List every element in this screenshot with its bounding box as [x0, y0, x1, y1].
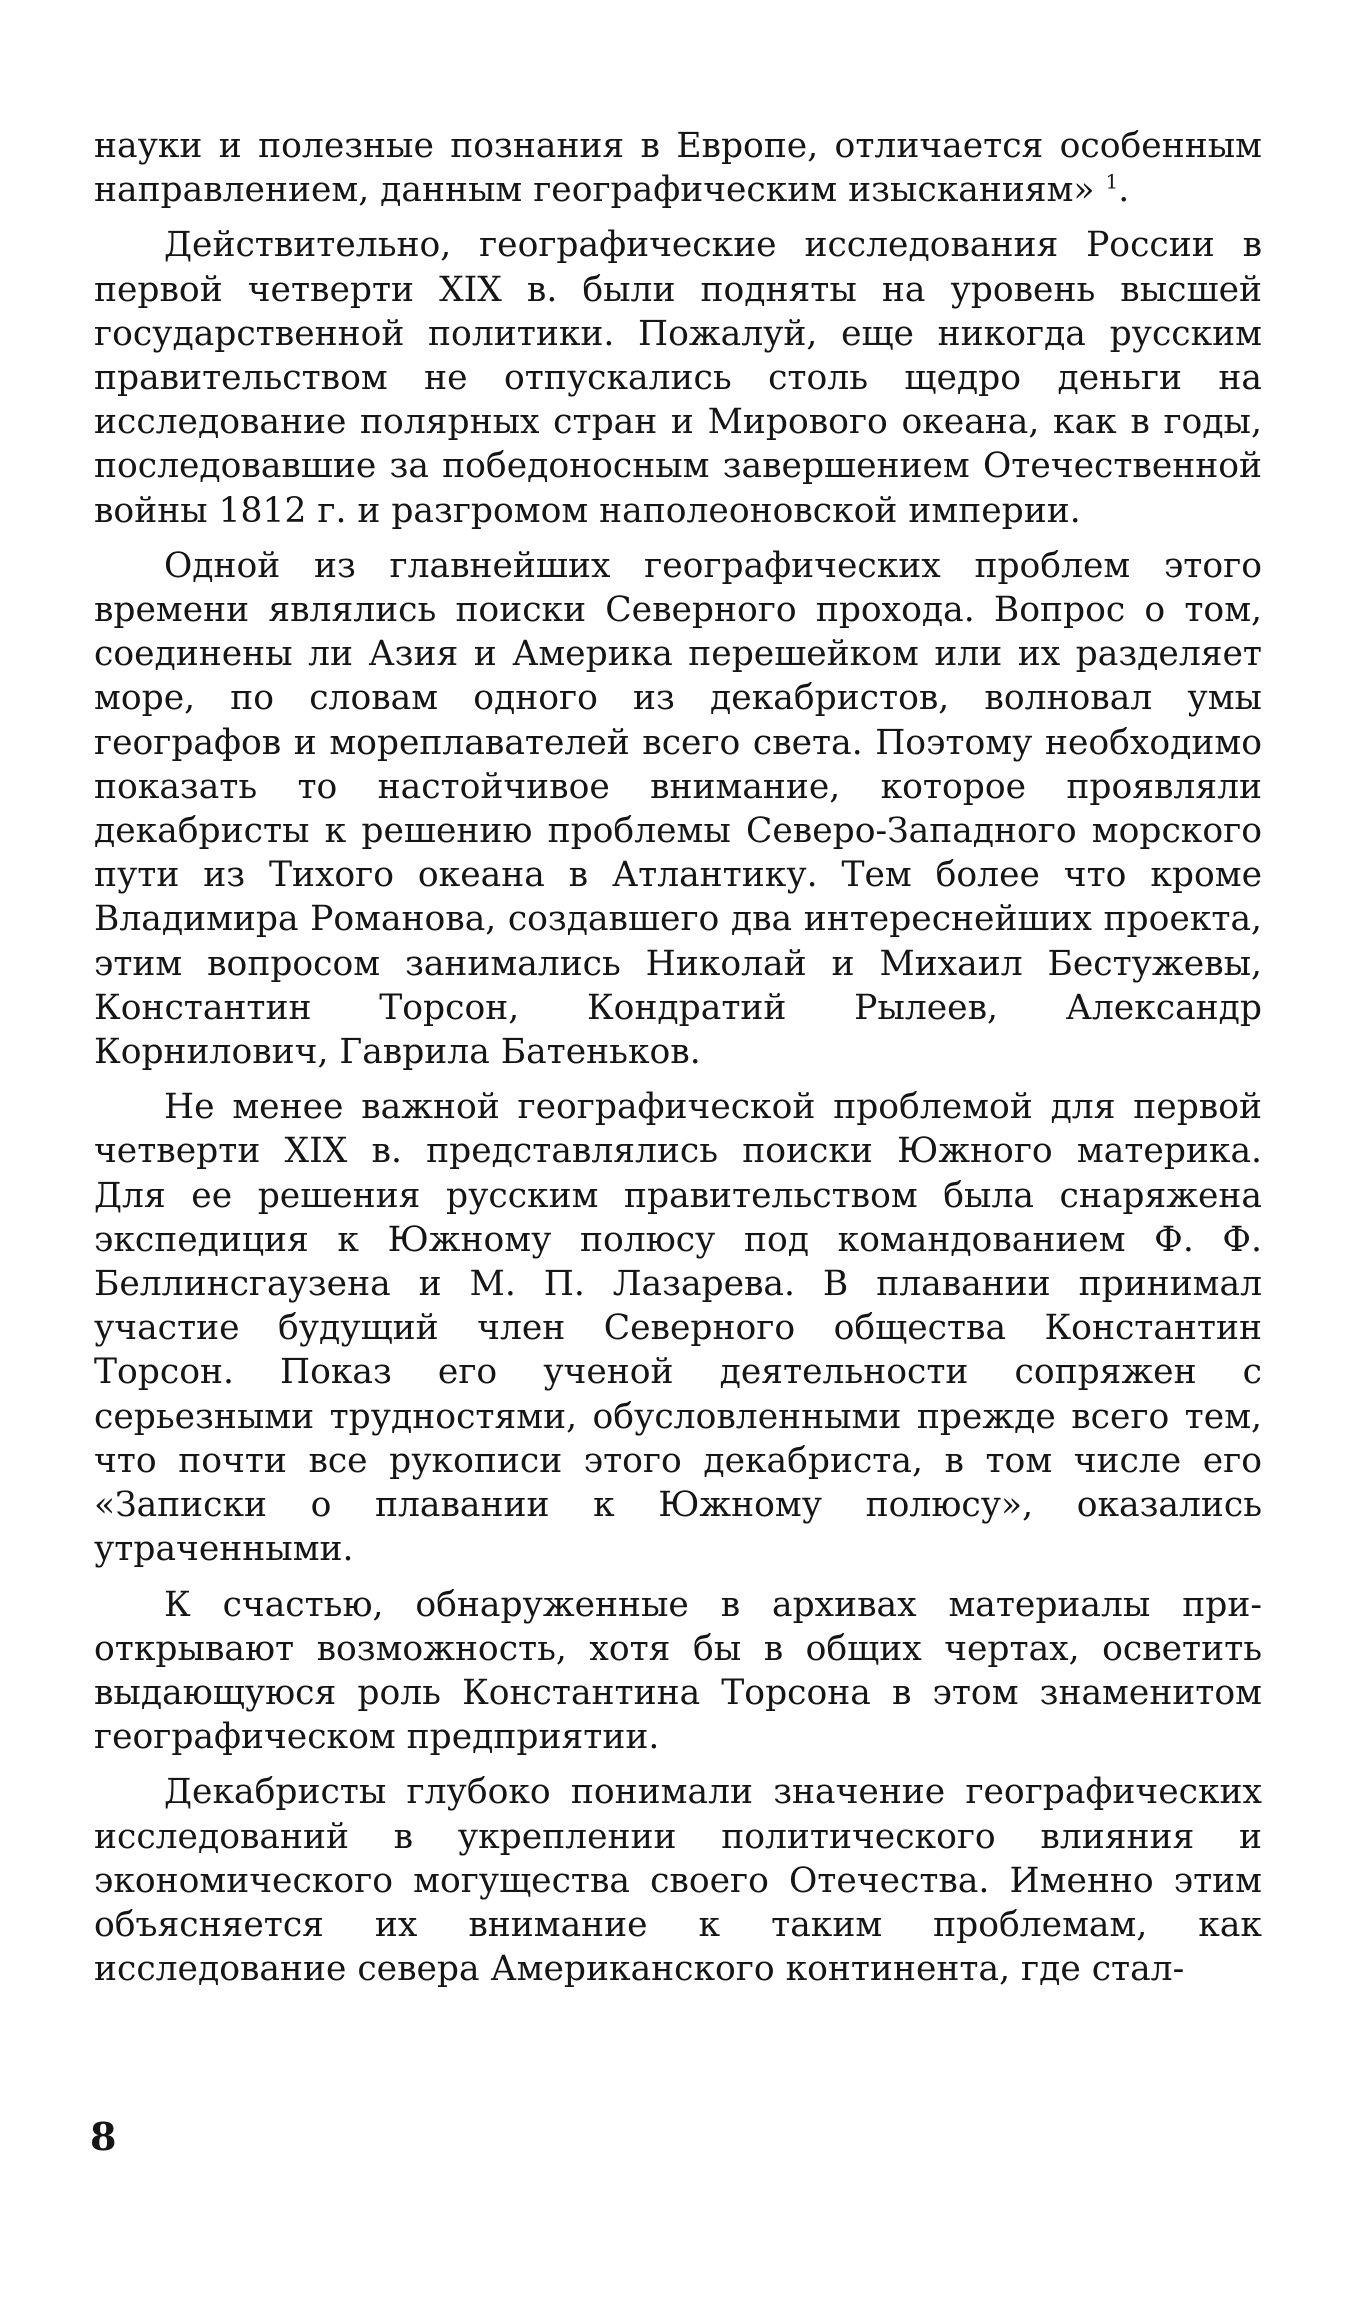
footnote-ref-1: 1	[1105, 169, 1119, 194]
paragraph-1	[94, 124, 1262, 212]
paragraph-6: Декабристы глубоко понимали значение географических исследований в укреплении политического влияния и экономического могущества своего Отечества. Именно этим объясняется их внимание к таким проблемам, как исследование севера Американского континента, где стал-	[94, 1772, 1262, 1990]
paragraph-3: Одной из главнейших географических проблем этого времени являлись поиски Северного прохода. Вопрос о том, соединены ли Азия и Америка перешейком или их разделяет море, по словам одного из декабристов, волновал умы географов и мореплавателей всего света. Поэтому необходимо показать то настойчивое внимание, которое проявляли декабристы к решению проблемы Северо-Западного морского пути из Тихого океана в Атлантику. Тем более что кроме Владимира Романова, создавшего два интереснейших проекта, этим вопросом занимались Николай и Михаил Бестужевы, Константин Торсон, Кондратий Рылеев, Александр Корнилович, Гаврила Батеньков.	[94, 545, 1262, 1073]
page-number: 8	[90, 2114, 117, 2159]
paragraph-1-end: .	[1118, 170, 1130, 211]
paragraph-1-text: науки и полезные познания в Европе, отличается особенным направлением, данным географическим изысканиям»	[94, 126, 1262, 211]
paragraph-4: Не менее важной географической проблемой для первой четверти XIX в. представлялись поиски Южного материка. Для ее решения русским правительством была снаряжена экспедиция к Южному полюсу под командованием Ф. Ф. Беллинсгаузена и М. П. Лазарева. В плавании принимал участие будущий член Северного общества Константин Торсон. Показ его ученой деятельности сопряжен с серьезными трудностями, обусловленными прежде всего тем, что почти все рукописи этого декабриста, в том числе его «Записки о плавании к Южному полюсу», оказались утраченными.	[94, 1087, 1262, 1570]
page-body	[94, 124, 1262, 1991]
paragraph-5: К счастью, обнаруженные в архивах материалы приоткрывают возможность, хотя бы в общих чертах, осветить выдающуюся роль Константина Торсона в этом знаменитом географическом предприятии.	[94, 1584, 1262, 1758]
paragraph-2: Действительно, географические исследования России в первой четверти XIX в. были подняты на уровень высшей государственной политики. Пожалуй, еще никогда русским правительством не отпускались столь щедро деньги на исследование полярных стран и Мирового океана, как в годы, последовавшие за победоносным завершением Отечественной войны 1812 г. и разгромом наполеоновской империи.	[94, 225, 1262, 531]
